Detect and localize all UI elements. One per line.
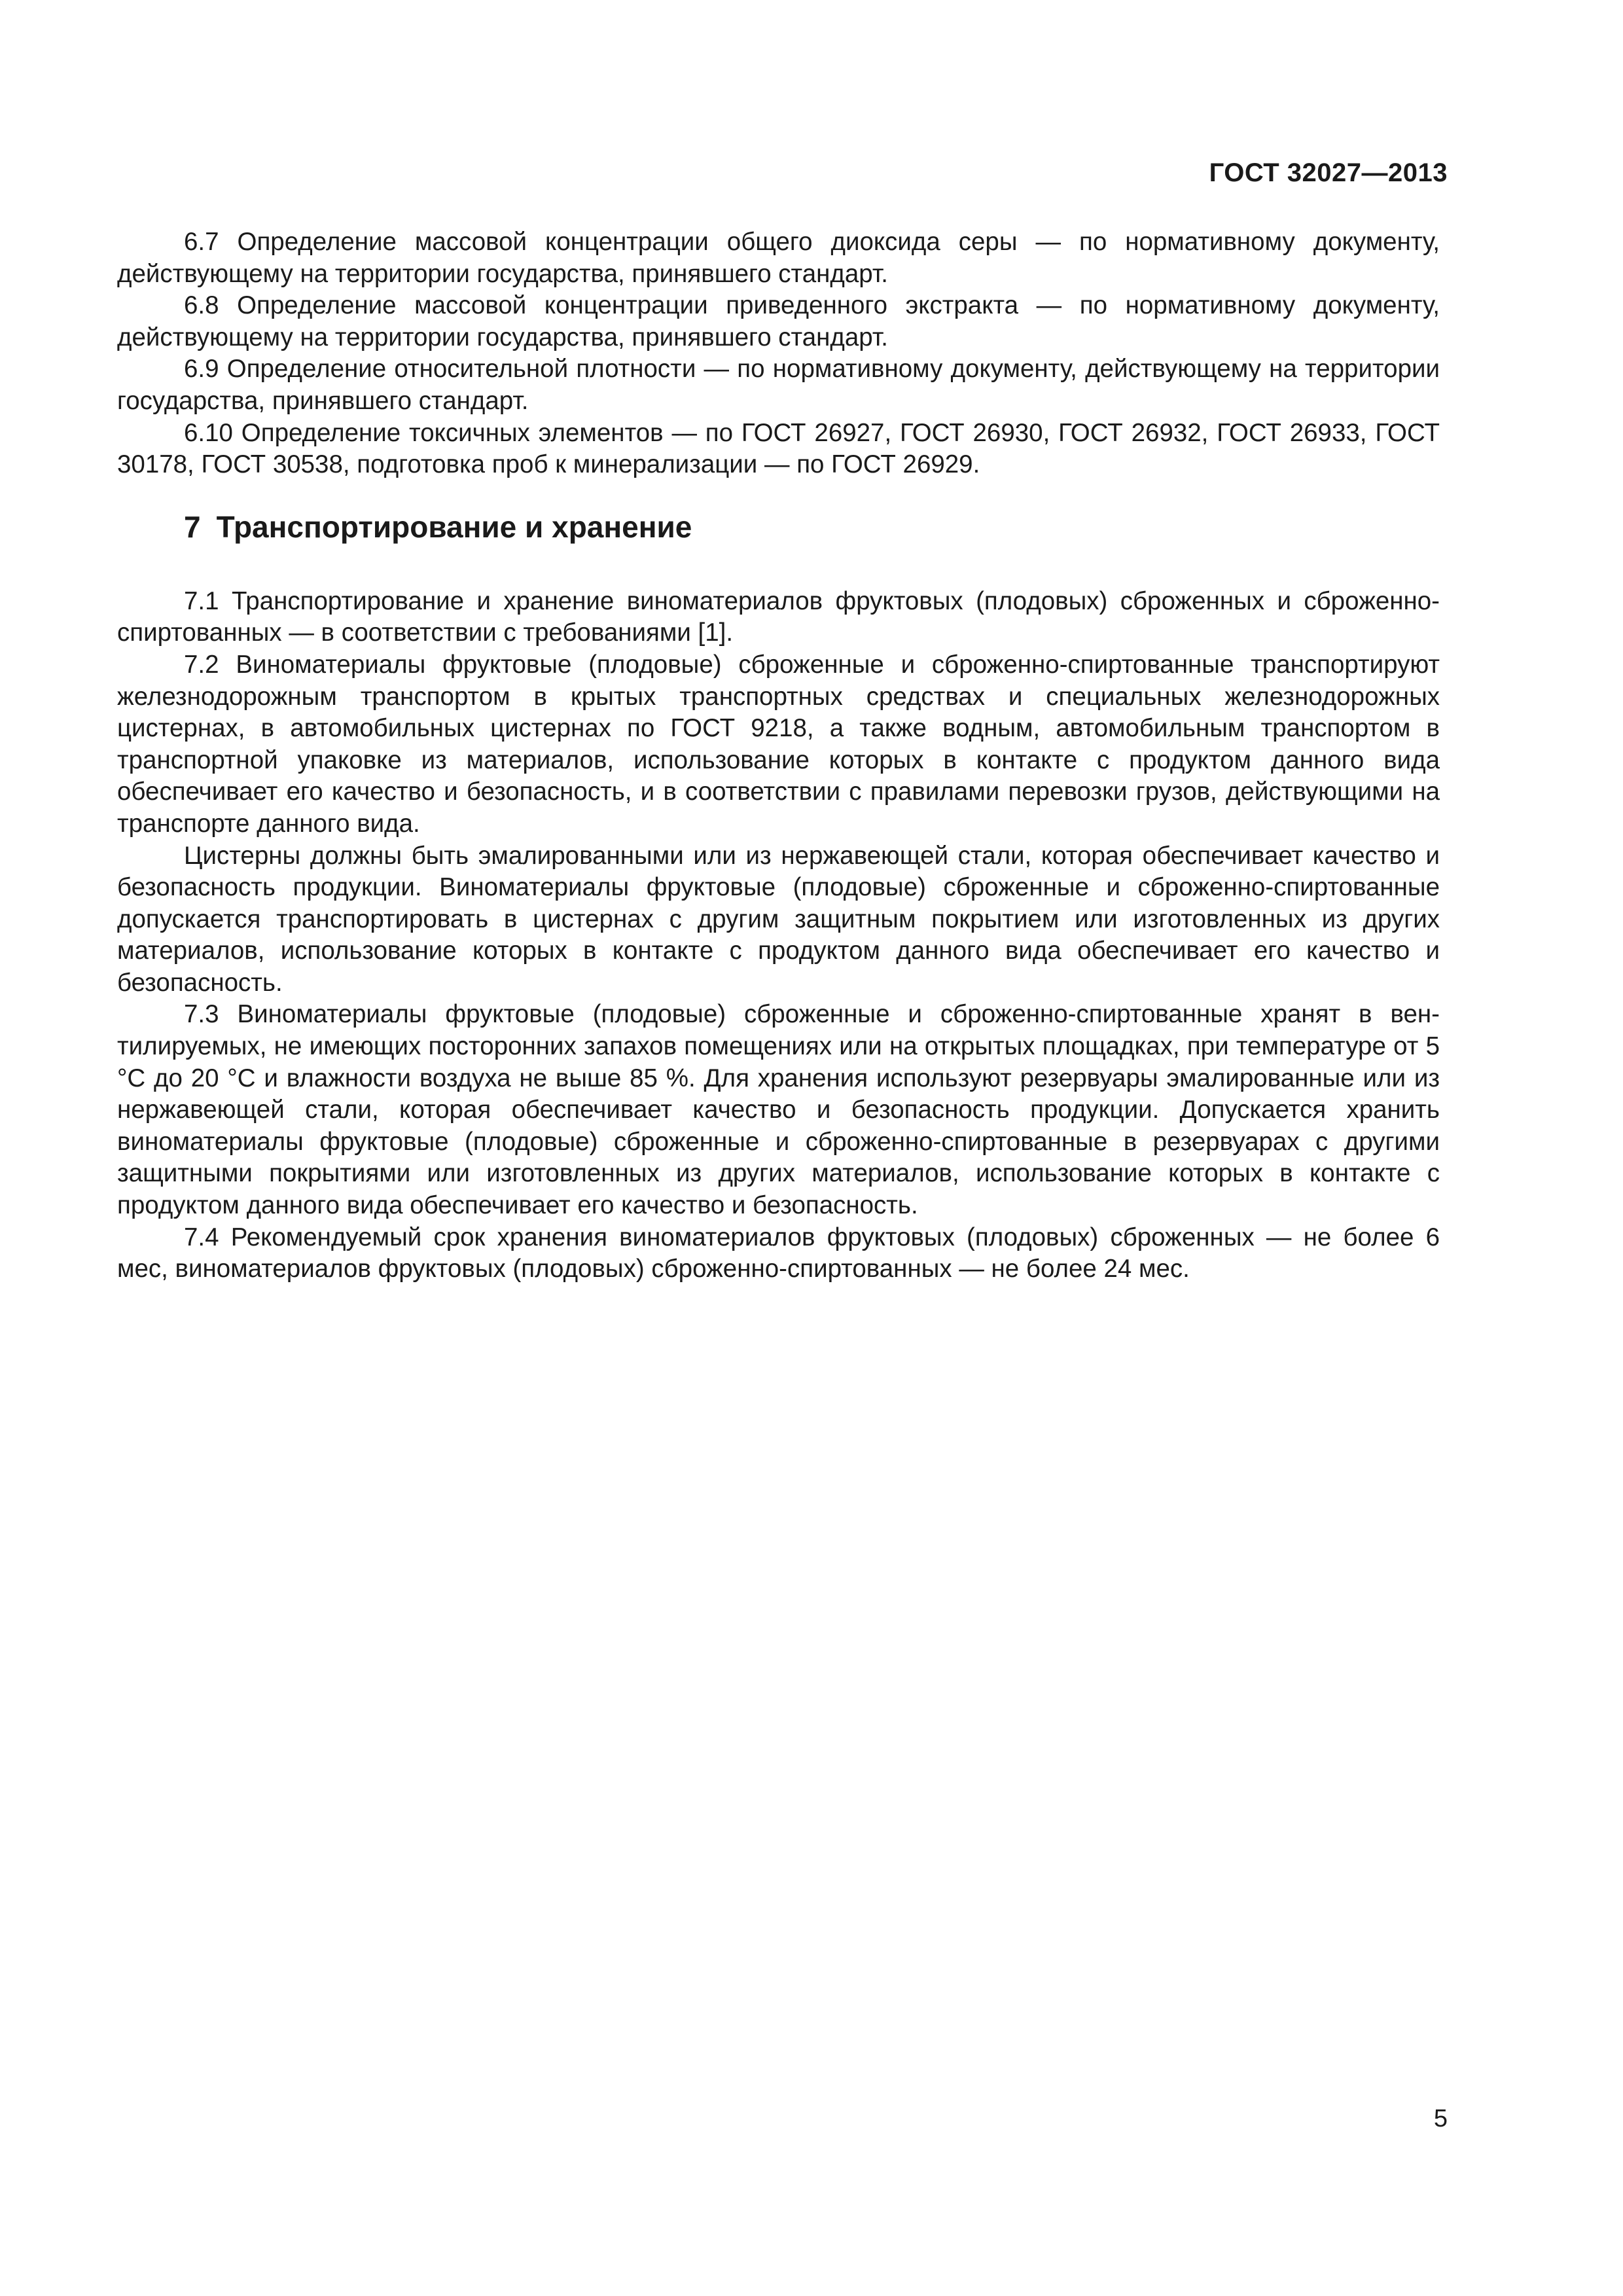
section-7-number: 7 <box>184 509 201 544</box>
clause-6-7: 6.7 Определение массовой концентрации общего диоксида серы — по нормативному документу, действующему на территории государства, принявшего стандарт. <box>117 228 1440 288</box>
clause-6-8: 6.8 Определение массовой концентрации приведенного экстракта — по нормативному документу, действующему на территории государства, принявшего стандарт. <box>117 291 1440 351</box>
clause-7-3: 7.3 Виноматериалы фруктовые (плодовые) сброженные и сброженно-спиртованные хранят в вентилируемых, не имеющих посторонних запахов помещениях или на открытых площадках, при температуре от 5 °С до 20 °С и влажности воздуха не выше 85 %. Для хранения используют резервуары эмалированные или из нержавеющей стали, которая обеспечивает качество и безопасность продукции. Допускается хранить виноматериалы фруктовые (плодовые) сброженные и сброженно-спиртованные в резервуарах с другими защитными покрытиями или изготовленных из других материалов, использование которых в контакте с продуктом данного вида обеспечивает его качество и безопасность. <box>117 1000 1440 1220</box>
section-6-continuation <box>117 226 1440 481</box>
document-designation: ГОСТ 32027—2013 <box>1209 158 1448 187</box>
section-7-heading <box>117 507 1440 547</box>
section-7-title: Транспортирование и хранение <box>216 509 692 544</box>
clause-7-2-tanks: Цистерны должны быть эмалированными или из нержавеющей стали, которая обеспечивает качество и безопасность продукции. Виноматериалы фруктовые (плодовые) сброженные и сброженно-спиртованные допускается транспортировать в цистернах с другим защитным покрытием или изготовленных из других материалов, использование которых в контакте с продуктом данного вида обеспечивает его качество и безопасность. <box>117 841 1440 997</box>
clause-6-9: 6.9 Определение относительной плотности — по нормативному документу, действующему на территории государства, принявшего стандарт. <box>117 355 1440 415</box>
clause-7-1: 7.1 Транспортирование и хранение виноматериалов фруктовых (плодовых) сброженных и сброженно-спиртованных — в соответствии с требованиями [1]. <box>117 586 1440 647</box>
section-7-body <box>117 586 1440 1285</box>
clause-7-4: 7.4 Рекомендуемый срок хранения виноматериалов фруктовых (плодовых) сброженных — не более 6 мес, виноматериалов фруктовых (плодовых) сброженно-спиртованных — не более 24 мес. <box>117 1223 1440 1283</box>
clause-6-10: 6.10 Определение токсичных элементов — по ГОСТ 26927, ГОСТ 26930, ГОСТ 26932, ГОСТ 26933, ГОСТ 30178, ГОСТ 30538, подготовка проб к минерализации — по ГОСТ 26929. <box>117 418 1440 479</box>
page-content <box>117 226 1440 1285</box>
page-number: 5 <box>1433 2105 1448 2132</box>
clause-7-2: 7.2 Виноматериалы фруктовые (плодовые) сброженные и сброженно-спиртованные транспортируют железнодорожным транспортом в крытых транспортных средствах и специальных железнодорожных цистернах, в автомобильных цистернах по ГОСТ 9218, а также водным, автомобильным транспортом в транспортной упаковке из материалов, использование которых в контакте с продуктом данного вида обеспечивает его качество и безопасность, и в соответствии с правилами перевозки грузов, действующими на транспорте данного вида. <box>117 650 1440 838</box>
